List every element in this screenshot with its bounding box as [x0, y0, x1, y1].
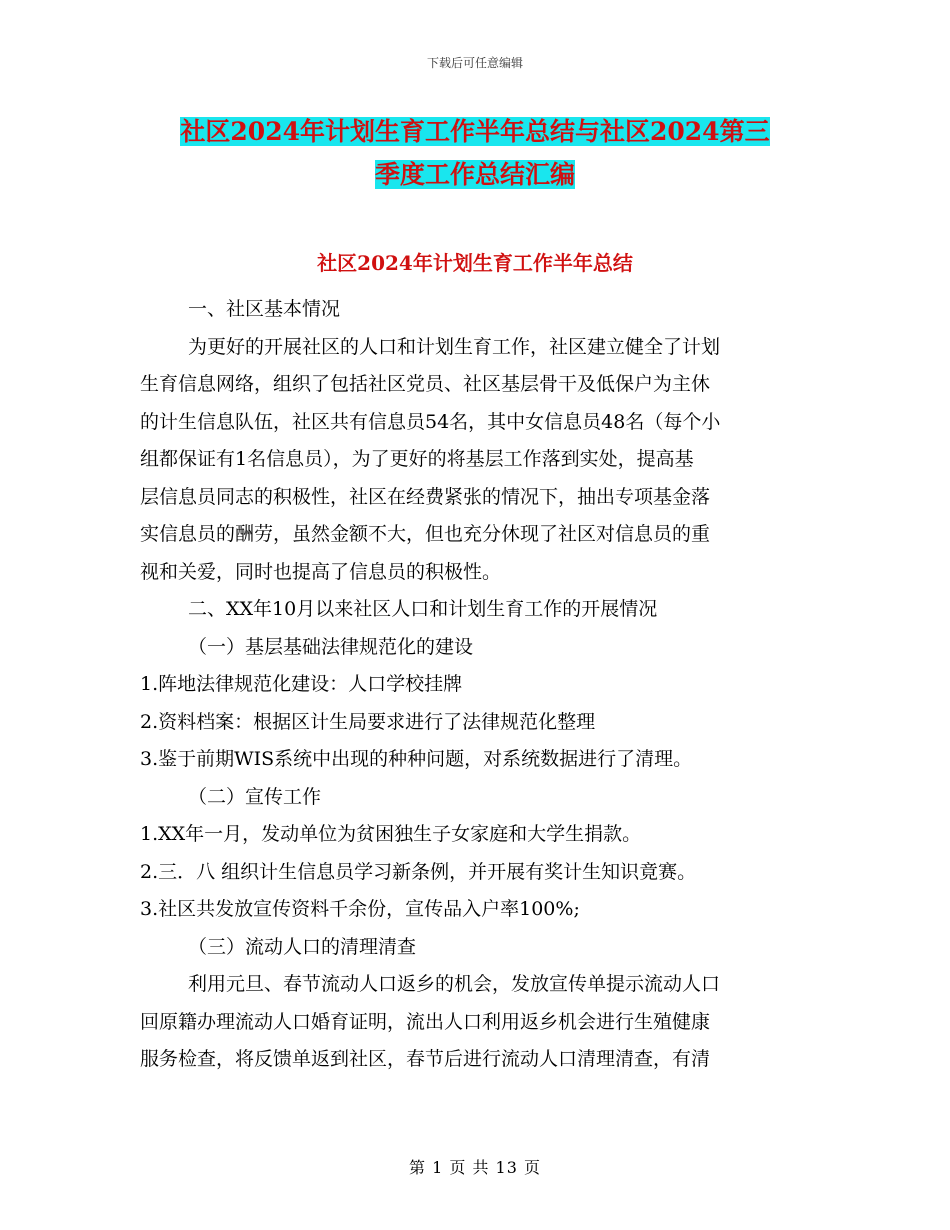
body-line: 为更好的开展社区的人口和计划生育工作，社区建立健全了计划 — [188, 335, 721, 358]
body-line: 的计生信息队伍，社区共有信息员54名，其中女信息员48名（每个小 — [140, 410, 721, 433]
body-line: 利用元旦、春节流动人口返乡的机会，发放宣传单提示流动人口 — [188, 973, 721, 995]
body-line: 3.社区共发放宣传资料千余份，宣传品入户率100%; — [140, 898, 580, 920]
body-line: （二）宣传工作 — [188, 785, 322, 808]
page-footer: 第 1 页 共 13 页 — [409, 1158, 541, 1177]
body-line: 二、XX年10月以来社区人口和计划生育工作的开展情况 — [188, 598, 658, 620]
body-line: 生育信息网络，组织了包括社区党员、社区基层骨干及低保户为主休 — [140, 373, 711, 395]
document-title-line-2: 季度工作总结汇编 — [374, 160, 575, 189]
body-line: 组都保证有1名信息员），为了更好的将基层工作落到实处，提高基 — [140, 448, 694, 470]
body-line: 3.鉴于前期WIS系统中出现的种种问题，对系统数据进行了清理。 — [140, 748, 693, 770]
section-title: 社区2024年计划生育工作半年总结 — [317, 251, 633, 275]
body-line: 服务检查，将反馈单返到社区，春节后进行流动人口清理清查，有清 — [140, 1048, 711, 1070]
body-line: 1.XX年一月，发动单位为贫困独生子女家庭和大学生捐款。 — [140, 823, 642, 845]
header-note: 下载后可任意编辑 — [426, 56, 523, 70]
document-title-line-1: 社区2024年计划生育工作半年总结与社区2024第三 — [180, 117, 770, 146]
body-line: 2.三．八 组织计生信息员学习新条例，并开展有奖计生知识竟赛。 — [140, 860, 697, 883]
body-line: 一、社区基本情况 — [188, 298, 341, 320]
body-line: 1.阵地法律规范化建设：人口学校挂牌 — [140, 673, 463, 695]
body-line: 2.资料档案：根据区计生局要求进行了法律规范化整理 — [140, 710, 596, 733]
body-line: （一）基层基础法律规范化的建设 — [188, 635, 474, 658]
body-line: 回原籍办理流动人口婚育证明，流出人口利用返乡机会进行生殖健康 — [140, 1010, 711, 1033]
body-line: 视和关爱，同时也提高了信息员的积极性。 — [140, 560, 502, 583]
document-body — [140, 291, 820, 1079]
document-title — [140, 110, 810, 196]
body-line: 实信息员的酬劳，虽然金额不大，但也充分休现了社区对信息员的重 — [140, 523, 711, 545]
body-line: （三）流动人口的清理清查 — [188, 935, 417, 958]
body-line: 层信息员同志的积极性，社区在经费紧张的情况下，抽出专项基金落 — [140, 485, 711, 508]
